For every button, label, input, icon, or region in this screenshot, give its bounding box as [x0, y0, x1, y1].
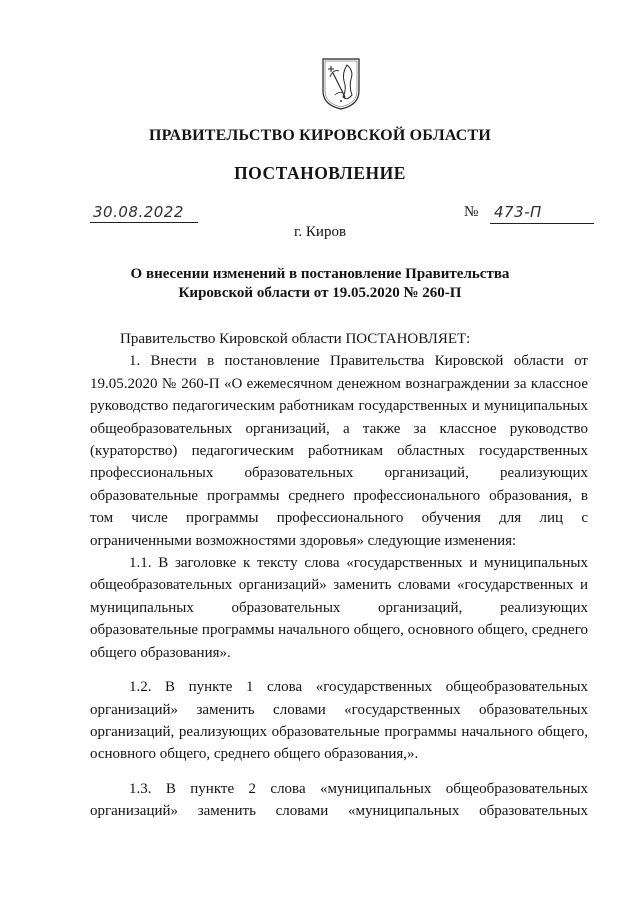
date-value: 30.08.2022 — [93, 203, 184, 221]
paragraph-item-1-3: 1.3. В пункте 2 слова «муниципальных общеобразовательных организаций» заменить словами «муниципальных образовательных — [90, 780, 588, 820]
title-line-2: Кировской области от 19.05.2020 № 260-П — [178, 285, 462, 301]
document-date — [90, 203, 198, 225]
organization-name: ПРАВИТЕЛЬСТВО КИРОВСКОЙ ОБЛАСТИ — [148, 127, 492, 144]
paragraph-item-1-1: 1.1. В заголовке к тексту слова «государственных и муниципальных общеобразовательных организаций» заменить словами «государственных и муниципальных образовательных организаций, реализующих образовательные программы начального общего, основного общего, среднего общего образования». — [90, 555, 588, 661]
paragraph-item-1: 1. Внести в постановление Правительства Кировской области от 19.05.2020 № 260-П «О ежемесячном денежном вознаграждении за классное руководство педагогическим работникам государственных и муниципальных общеобразовательных организаций, а также за классное руководство (кураторство) педагогическим работникам областных государственных профессиональных образовательных организаций, реализующих образовательные программы среднего профессионального образования, в том числе программы профессионального обучения для лиц с ограниченными возможностями здоровья» следующие изменения: — [90, 353, 588, 549]
document-number — [464, 202, 594, 226]
paragraph-item-1-2: 1.2. В пункте 1 слова «государственных общеобразовательных организаций» заменить словами «государственных образовательных организаций, реализующих образовательные программы начального общего, основного общего, среднего общего образования,». — [90, 679, 588, 763]
resolution-intro: Правительство Кировской области ПОСТАНОВЛЯЕТ: — [120, 331, 471, 347]
coat-of-arms-icon — [321, 57, 361, 111]
city-name: г. Киров — [293, 224, 347, 240]
document-title — [0, 265, 640, 303]
document-body — [90, 328, 588, 823]
document-type: ПОСТАНОВЛЕНИЕ — [234, 163, 406, 183]
title-line-1: О внесении изменений в постановление Правительства — [130, 266, 510, 282]
number-value: 473-П — [494, 203, 542, 221]
date-underline — [90, 222, 198, 223]
number-sign: № — [464, 204, 479, 220]
